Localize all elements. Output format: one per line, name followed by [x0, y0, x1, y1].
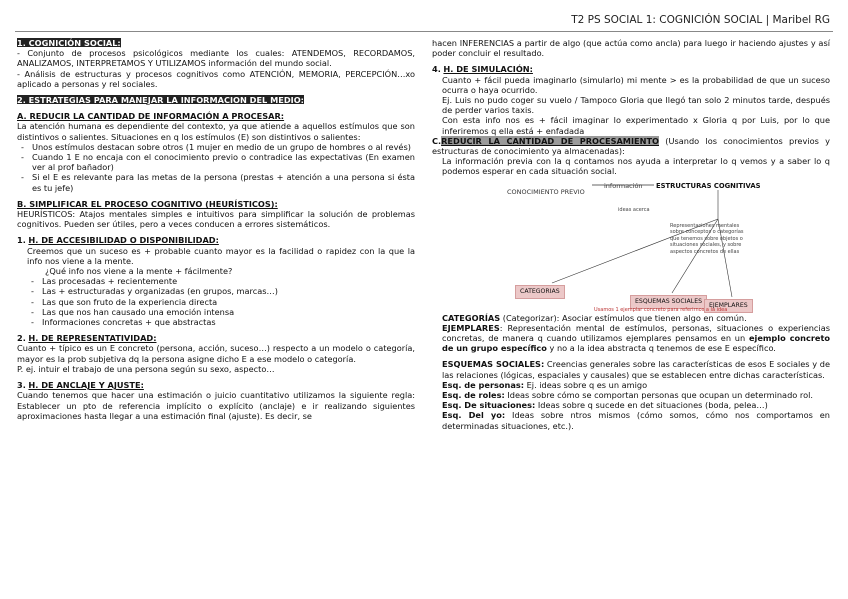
list-item: - Las que nos han causado una emoción intensa — [42, 307, 415, 317]
subsection-c-title: REDUCIR LA CANTIDAD DE PROCESAMIENTO — [441, 135, 659, 146]
ejemplares-definition-1: : Representación mental de estímulos, personas, situaciones o experiencias concretas, de manera q cuando utilizamos ejemplares pensamos en un — [442, 322, 830, 344]
diagram-connectors — [432, 181, 830, 309]
ejemplares-term: EJEMPLARES — [442, 322, 500, 333]
categorias-term: CATEGORÍAS — [442, 312, 501, 323]
h2-example: P. ej. intuir el trabajo de una persona según su sexo, aspecto… — [17, 363, 275, 374]
esq-item-term: Esq. De situaciones: — [442, 400, 536, 411]
h4-number: 4. — [432, 64, 441, 75]
h3-continuation: hacen INFERENCIAS a partir de algo (que actúa como ancla) para luego ir haciendo ajustes y así poder concluir el resultado. — [432, 38, 830, 59]
h1-list — [17, 276, 415, 327]
h2-number: 2. — [17, 333, 26, 344]
subsection-c-label: C. — [432, 135, 442, 146]
h2-title: H. DE REPRESENTATIVIDAD: — [28, 333, 157, 344]
diagram-definition-box: Representaciones mentales sobre conceptos o categorías que tenemos sobre objetos o situaciones sociales, y sobre aspectos concretos de ellas — [670, 222, 744, 256]
esq-item-term: Esq. Del yo: — [442, 410, 506, 421]
list-item: - Unos estímulos destacan sobre otros (1 mujer en medio de un grupo de hombres o al revés) — [32, 142, 415, 152]
esq-item-def: Ej. ideas sobre q es un amigo — [524, 379, 648, 390]
list-item — [432, 380, 830, 390]
diagram-tag-esquemas: ESQUEMAS SOCIALES — [630, 295, 707, 309]
diagram-info-label: información — [604, 181, 643, 190]
h4-title: H. DE SIMULACIÓN: — [443, 64, 533, 75]
list-item — [432, 400, 830, 410]
subsection-c-paragraph: La información previa con la q contamos nos ayuda a interpretar lo q vemos y a saber lo q podemos esperar en cada situación social. — [442, 156, 830, 177]
list-item: - Las que son fruto de la experiencia directa — [42, 297, 415, 307]
subsection-a-title: A. REDUCIR LA CANTIDAD DE INFORMACIÓN A PROCESAR: — [17, 111, 285, 122]
subsection-b-paragraph: HEURÍSTICOS: Atajos mentales simples e intuitivos para simplificar la solución de problemas cognitivos. Pueden ser útiles, pero a veces conducen a errores sistemáticos. — [17, 209, 415, 230]
h1-question: ¿Qué info nos viene a la mente + fácilmente? — [45, 266, 233, 277]
list-item — [432, 410, 830, 430]
list-item: - Informaciones concretas + que abstractas — [42, 317, 415, 327]
ejemplares-bold: ejemplo concreto de un grupo específico — [442, 333, 830, 354]
esq-item-term: Esq. de roles: — [442, 390, 505, 401]
page-header-title: T2 PS SOCIAL 1: COGNICIÓN SOCIAL | Maribel RG — [571, 14, 830, 26]
esq-item-def: Ideas sobre cómo se comportan personas que ocupan un determinado rol. — [504, 390, 813, 401]
list-item: - Cuando 1 E no encaja con el conocimiento previo o contradice las expectativas (En examen ver al prof bañador) — [32, 152, 415, 172]
h3-paragraph: Cuando tenemos que hacer una estimación o juicio cuantitativo utilizamos la siguiente regla: Establecer un pto de referencia implícito o explícito (anclaje) e ir realizando siguientes aproximaciones hasta llegar a una estimación final (ajuste). Es decir, se — [17, 390, 415, 421]
h4-paragraph-3: Con esta info nos es + fácil imaginar lo experimentado x Gloria q por Luis, por lo que inferiremos q ella está + enfadada — [442, 115, 830, 136]
right-column — [432, 38, 830, 431]
diagram-bottom-note: Usamos 1 ejemplar concreto para referirnos a la idea — [594, 306, 728, 313]
esquemas-term: ESQUEMAS SOCIALES: — [442, 359, 545, 370]
subsection-b-title: B. SIMPLIFICAR EL PROCESO COGNITIVO (HEURÍSTICOS): — [17, 198, 278, 209]
diagram-structures-label: ESTRUCTURAS COGNITIVAS — [656, 181, 761, 190]
subsection-a-list — [17, 142, 415, 193]
diagram-ideas-label: ideas acerca — [618, 206, 650, 213]
h1-paragraph: Creemos que un suceso es + probable cuanto mayor es la facilidad o rapidez con la que la info nos viene a la mente. — [27, 245, 415, 266]
subsection-a-paragraph: La atención humana es dependiente del contexto, ya que atiende a aquellos estímulos que son distintivos o salientes. Situaciones en q los estímulos (E) son distintivos o salientes: — [17, 121, 415, 142]
diagram-tag-categorias: CATEGORIAS — [515, 285, 565, 299]
h4-paragraph-2: Ej. Luis no pudo coger su vuelo / Tampoco Gloria que llegó tan solo 2 minutos tarde, después de perder varios taxis. — [442, 95, 830, 116]
section-2-title: 2. ESTRATEGIAS PARA MANEJAR LA INFORMACION DEL MEDIO: — [17, 95, 304, 106]
list-item: - Si el E es relevante para las metas de la persona (prestas + atención a una persona si ésta es tu jefe) — [32, 172, 415, 192]
header-divider — [15, 31, 833, 32]
categorias-definition: (Categorizar): Asociar estímulos que tienen algo en común. — [500, 312, 747, 323]
ejemplares-definition-2: y no a la idea abstracta q tenemos de ese E específico. — [546, 343, 776, 354]
section-1-title: 1. COGNICIÓN SOCIAL: — [17, 38, 121, 48]
esq-item-def: Ideas sobre q sucede en det situaciones (boda, pelea…) — [535, 400, 768, 411]
list-item — [432, 390, 830, 400]
subsection-c-title-rest: (Usando los conocimientos previos y estructuras de conocimiento ya almacenadas): — [432, 135, 830, 157]
diagram-tag-ejemplares: EJEMPLARES — [704, 299, 753, 313]
esquemas-definition: Creencias generales sobre las características de esos E sociales y de las relaciones (lógicas, espaciales y causales) que se establecen entre dichas características. — [442, 359, 830, 380]
list-item: - Las procesadas + recientemente — [42, 276, 415, 286]
s1-paragraph-1: - Conjunto de procesos psicológicos mediante los cuales: ATENDEMOS, RECORDAMOS, ANALIZAMOS, INTERPRETAMOS Y UTILIZAMOS información del mundo social. — [17, 48, 415, 69]
esq-item-term: Esq. de personas: — [442, 379, 525, 390]
list-item: - Las + estructuradas y organizadas (en grupos, marcas…) — [42, 286, 415, 296]
s1-paragraph-2: - Análisis de estructuras y procesos cognitivos como ATENCIÓN, MEMORIA, PERCEPCIÓN…xo aplicado a personas y rel sociales. — [17, 68, 415, 89]
diagram-prev-knowledge: CONOCIMIENTO PREVIO — [507, 187, 585, 196]
esq-item-def: Ideas sobre ntros mismos (cómo somos, cómo nos comportamos en determinadas situaciones, etc.). — [442, 410, 830, 431]
h3-title: H. DE ANCLAJE Y AJUSTE: — [28, 380, 144, 391]
h4-paragraph-1: Cuanto + fácil pueda imaginarlo (simularlo) mi mente > es la probabilidad de que un suceso ocurra o haya ocurrido. — [442, 74, 830, 95]
cognitive-structures-diagram — [432, 181, 830, 313]
h3-number: 3. — [17, 380, 26, 391]
left-column — [17, 38, 415, 421]
h2-paragraph: Cuanto + típico es un E concreto (persona, acción, suceso…) respecto a un modelo o categoría, mayor es la prob subjetiva dq la persona asigne dicho E a ese modelo o categoría. — [17, 343, 415, 364]
h1-title: H. DE ACCESIBILIDAD O DISPONIBILIDAD: — [28, 235, 219, 246]
h1-number: 1. — [17, 235, 26, 246]
